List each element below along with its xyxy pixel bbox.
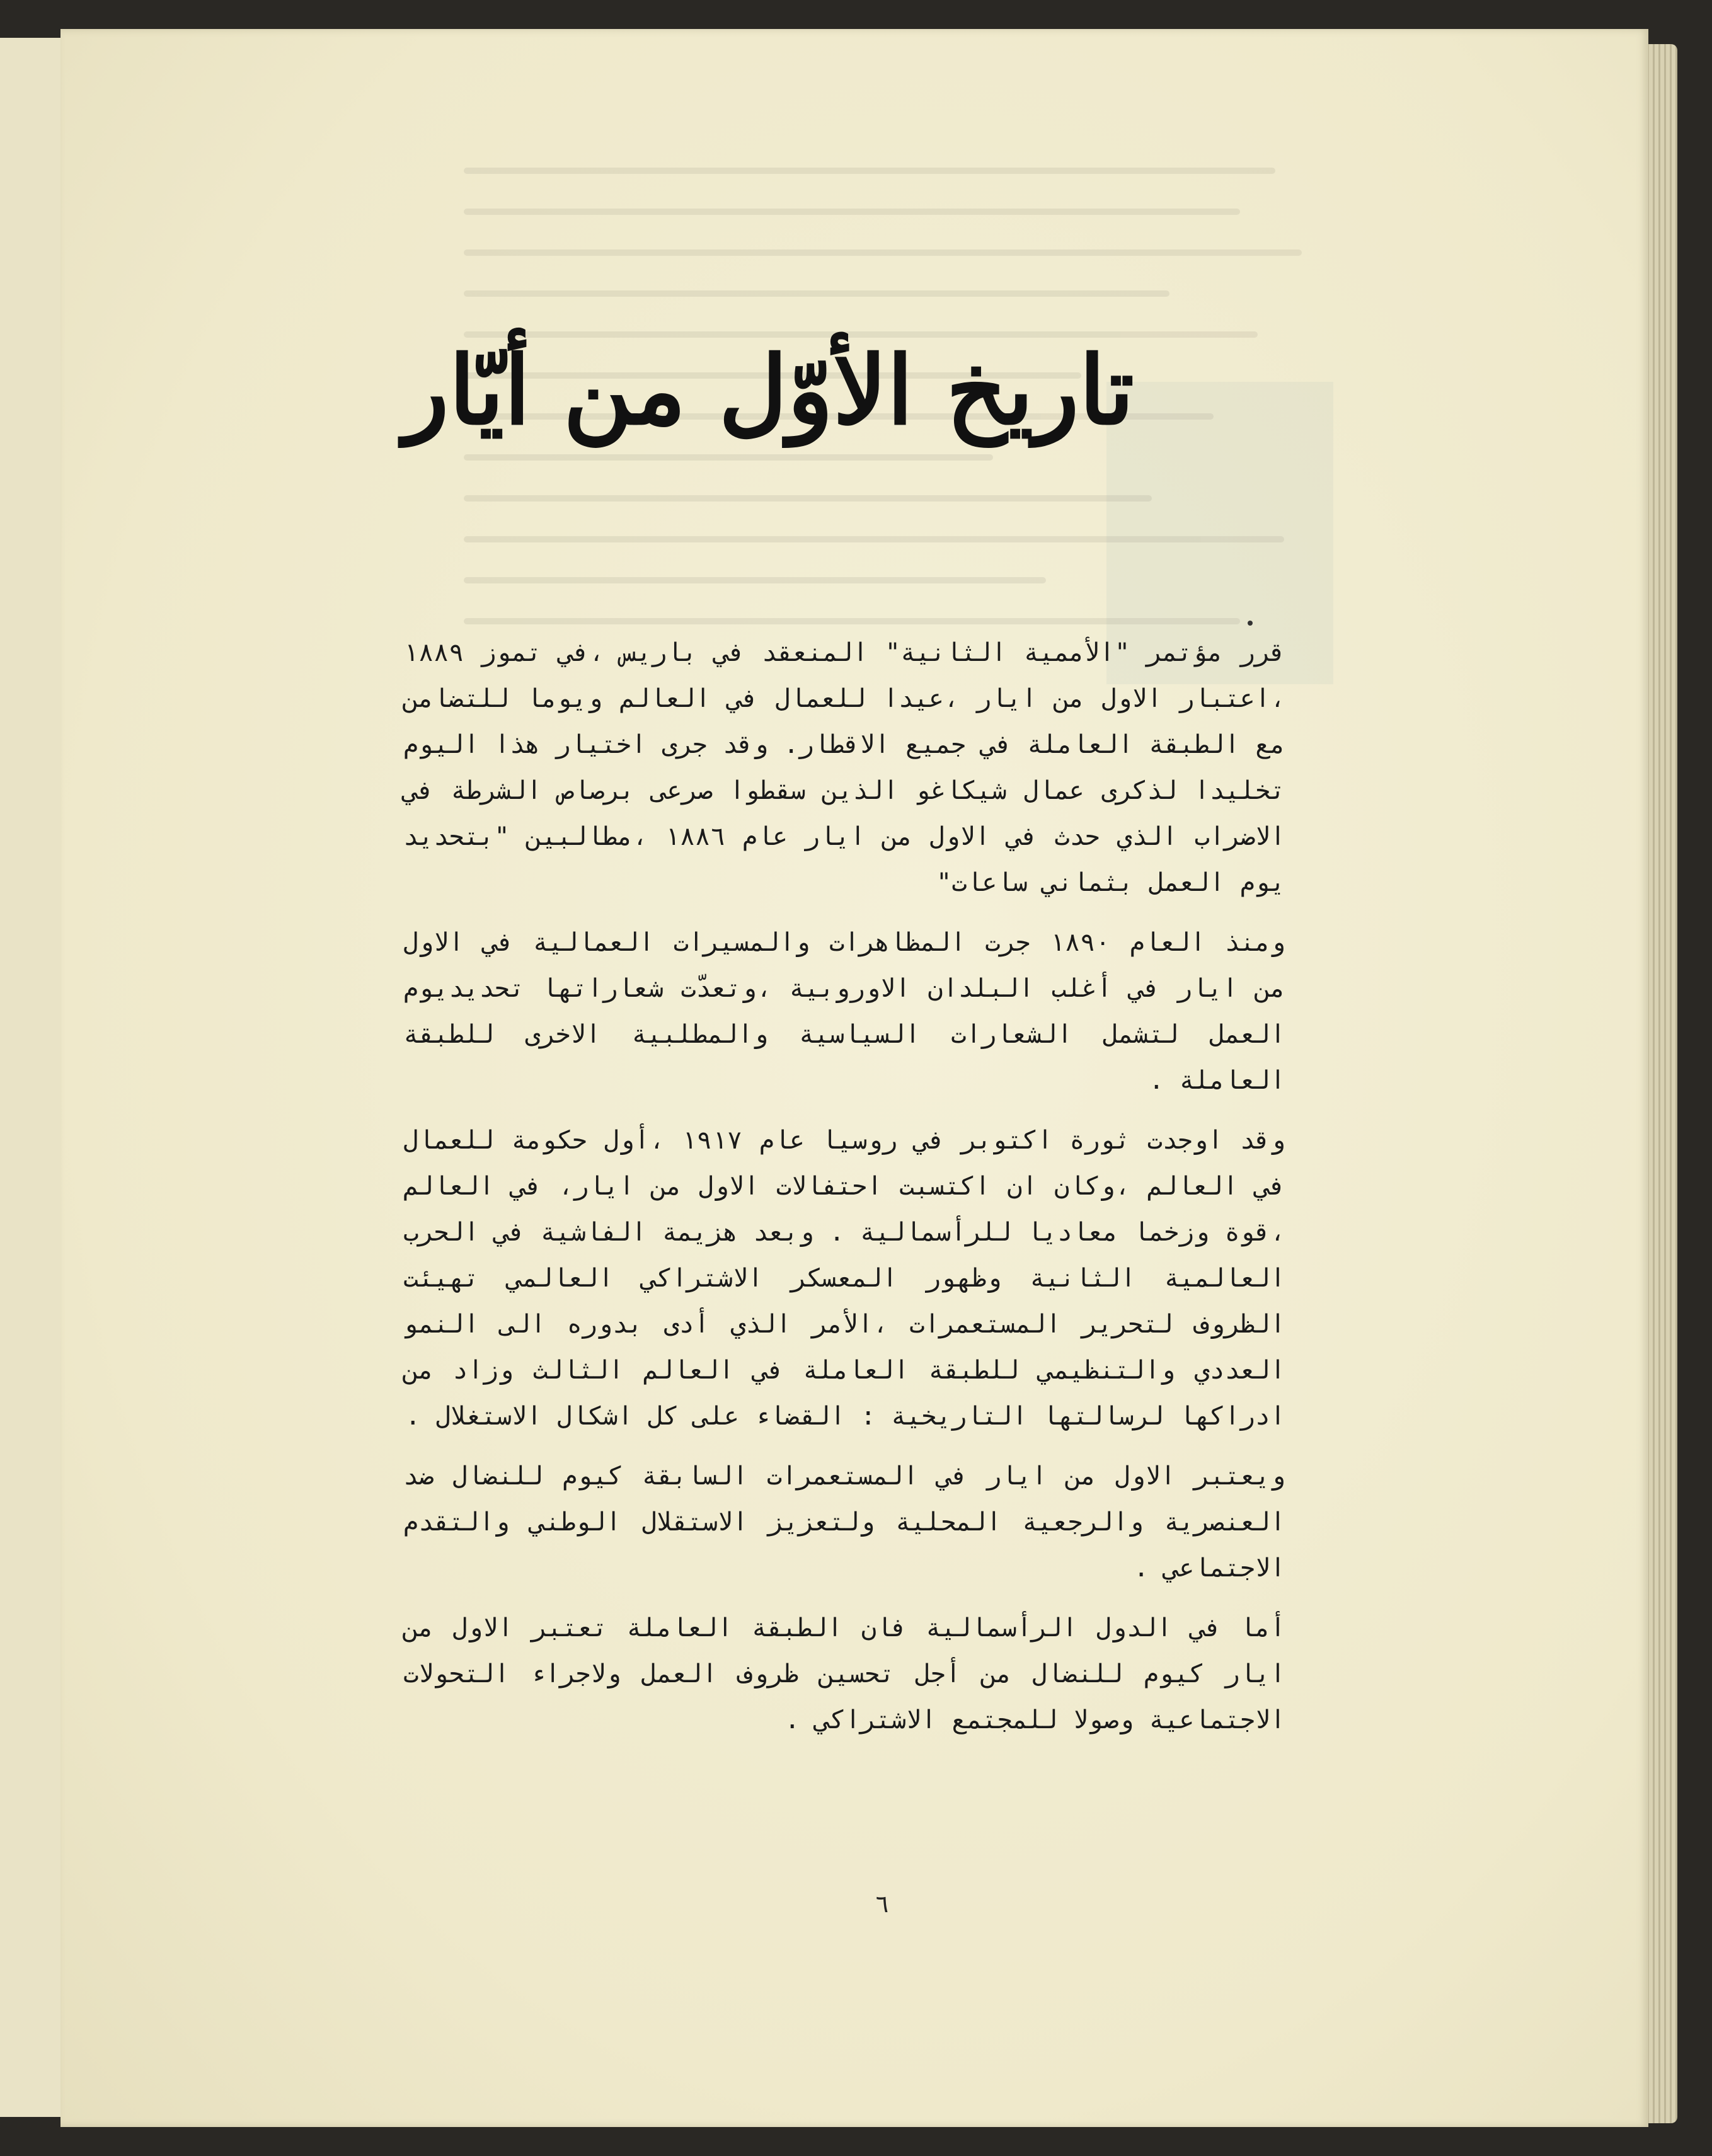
paragraph: ومنذ العام ١٨٩٠ جرت المظاهرات والمسيرات العمالية في الاول من ايار في أغلب البلدان الاوروبية ،وتعدّت شعاراتها تحديديوم العمل لتشمل الشعارات السياسية والمطلبية الاخرى للطبقة العاملة . [403,928,1285,1095]
paragraph: وقد اوجدت ثورة اكتوبر في روسيا عام ١٩١٧ ،أول حكومة للعمال في العالم ،وكان ان اكتسبت احتفالات الاول من ايار، في العالم ،قوة وزخما معاديا للرأسمالية . وبعد هزيمة الفاشية في الحرب العالمية الثانية وظهور المعسكر الاشتراكي العالمي تهيئت الظروف لتحرير المستعمرات ،الأمر الذي أدى بدوره الى النمو العددي والتنظيمي للطبقة العاملة في العالم الثالث وزاد من ادراكها لرسالتها التاريخية : القضاء على كل اشكال الاستغلال . [403,1126,1285,1431]
paragraph: قرر مؤتمر "الأممية الثانية" المنعقد في باريس ،في تموز ١٨٨٩ ،اعتبار الاول من ايار ،عيدا للعمال في العالم ويوما للتضامن مع الطبقة العاملة في جميع الاقطار. وقد جرى اختيار هذا اليوم تخليدا لذكرى عمال شيكاغو الذين سقطوا صرعى برصاص الشرطة في الاضراب الذي حدث في الاول من ايار عام ١٨٨٦ ،مطالبين "بتحديد يوم العمل بثماني ساعات" [403,638,1285,897]
ink-dot [1248,621,1253,626]
left-page-edge [0,38,62,2117]
page-number: ٦ [875,1890,889,1918]
body-text [403,630,1285,1757]
paragraph: أما في الدول الرأسمالية فان الطبقة العاملة تعتبر الاول من ايار كيوم للنضال من أجل تحسين ظروف العمل ولاجراء التحولات الاجتماعية وصولا للمجتمع الاشتراكي . [403,1614,1285,1735]
page-title: تاريخ الأوّل من أيّار [403,335,1134,446]
paragraph: ويعتبر الاول من ايار في المستعمرات السابقة كيوم للنضال ضد العنصرية والرجعية المحلية ولتعزيز الاستقلال الوطني والتقدم الاجتماعي . [403,1462,1285,1583]
